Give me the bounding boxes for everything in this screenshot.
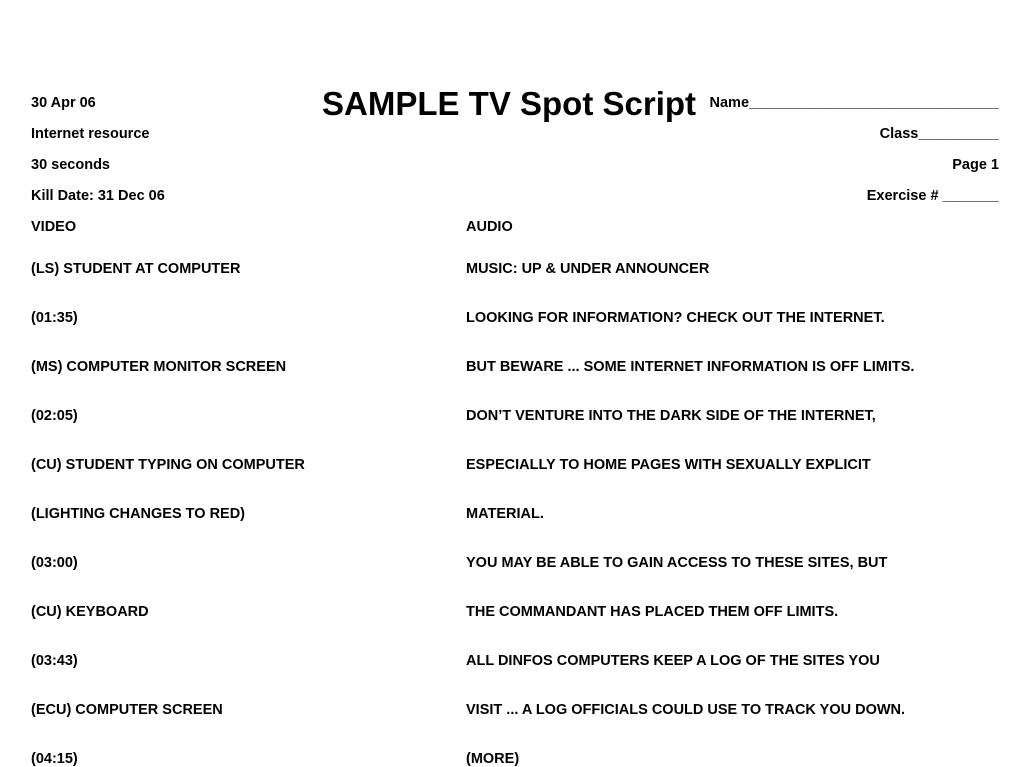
audio-line: ESPECIALLY TO HOME PAGES WITH SEXUALLY EXPLICIT: [466, 457, 871, 473]
video-cue: (01:35): [31, 310, 78, 326]
video-cue: (MS) COMPUTER MONITOR SCREEN: [31, 359, 287, 375]
video-cue: (03:00): [31, 555, 78, 571]
audio-column-header: AUDIO: [466, 219, 513, 235]
header-page-number: Page 1: [952, 157, 999, 173]
audio-line: YOU MAY BE ABLE TO GAIN ACCESS TO THESE SITES, BUT: [466, 555, 888, 571]
header-date: 30 Apr 06: [31, 95, 96, 111]
header-length: 30 seconds: [31, 157, 110, 173]
header-name-field: Name_______________________________: [709, 95, 999, 111]
page-title: SAMPLE TV Spot Script: [322, 85, 697, 122]
audio-line: MUSIC: UP & UNDER ANNOUNCER: [466, 261, 710, 277]
video-cue: (CU) KEYBOARD: [31, 604, 149, 620]
video-cue: (CU) STUDENT TYPING ON COMPUTER: [31, 457, 305, 473]
video-cue: (ECU) COMPUTER SCREEN: [31, 702, 223, 718]
video-column-header: VIDEO: [31, 219, 77, 235]
audio-line: BUT BEWARE ... SOME INTERNET INFORMATION IS OFF LIMITS.: [466, 359, 915, 375]
header-exercise-field: Exercise # _______: [866, 188, 999, 204]
audio-line: (MORE): [466, 751, 520, 767]
video-cue: (03:43): [31, 653, 78, 669]
header-class-field: Class__________: [879, 126, 999, 142]
video-cue: (02:05): [31, 408, 78, 424]
video-cue: (LS) STUDENT AT COMPUTER: [31, 261, 241, 277]
header-kill-date: Kill Date: 31 Dec 06: [31, 188, 165, 204]
audio-line: THE COMMANDANT HAS PLACED THEM OFF LIMITS.: [466, 604, 839, 620]
video-cue: (04:15): [31, 751, 78, 767]
audio-line: ALL DINFOS COMPUTERS KEEP A LOG OF THE SITES YOU: [466, 653, 880, 669]
audio-line: MATERIAL.: [466, 506, 544, 522]
video-cue: (LIGHTING CHANGES TO RED): [31, 506, 246, 522]
audio-line: VISIT ... A LOG OFFICIALS COULD USE TO TRACK YOU DOWN.: [466, 702, 906, 718]
audio-line: DON’T VENTURE INTO THE DARK SIDE OF THE INTERNET,: [466, 408, 876, 424]
audio-line: LOOKING FOR INFORMATION? CHECK OUT THE INTERNET.: [466, 310, 885, 326]
header-resource: Internet resource: [31, 126, 150, 142]
